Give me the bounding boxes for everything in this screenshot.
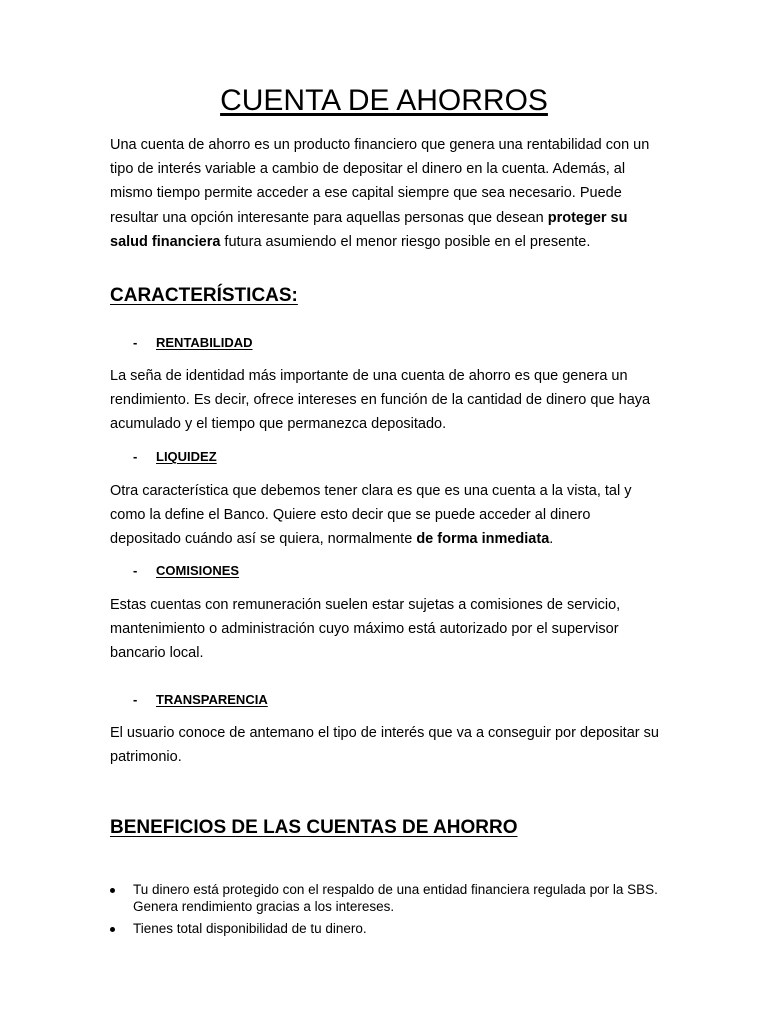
item-text-liquidez [110, 479, 662, 552]
item-label: LIQUIDEZ [156, 449, 217, 464]
item-label: COMISIONES [156, 563, 240, 578]
item-heading-rentabilidad [133, 335, 253, 350]
liquidez-text-a: Otra característica que debemos tener clara es que es una cuenta a la vista, tal y como la define el Banco. Quiere esto decir que se puede acceder al dinero depositado cuándo así se quiera, normalmente [110, 483, 632, 548]
bullet-text: Tu dinero está protegido con el respaldo de una entidad financiera regulada por la SBS. Genera rendimiento gracias a los intereses. [133, 882, 658, 914]
list-item [110, 882, 670, 915]
page-title: CUENTA DE AHORROS [220, 84, 548, 117]
liquidez-bold-text: de forma inmediata [416, 531, 550, 548]
item-text-transparencia: El usuario conoce de antemano el tipo de interés que va a conseguir por depositar su patrimonio. [110, 725, 659, 766]
dash-marker: - [133, 692, 138, 707]
benefits-heading: BENEFICIOS DE LAS CUENTAS DE AHORRO [110, 817, 518, 838]
liquidez-text-b: . [549, 531, 554, 548]
item-heading-transparencia [133, 692, 268, 707]
intro-text-a: Una cuenta de ahorro es un producto financiero que genera una rentabilidad con un tipo de interés variable a cambio de depositar el dinero en la cuenta. Además, al mismo tiempo permite acceder a ese capital siempre que sea necesario. Puede resultar una opción interesante para aquellas personas que desean [110, 137, 650, 226]
intro-text-b: futura asumiendo el menor riesgo posible en el presente. [220, 233, 591, 250]
item-text-rentabilidad: La seña de identidad más importante de una cuenta de ahorro es que genera un rendimiento. Es decir, ofrece intereses en función de la cantidad de dinero que haya acumulado y el tiempo que permanezca depositado. [110, 368, 651, 433]
dash-marker: - [133, 335, 138, 350]
intro-paragraph [110, 133, 662, 254]
dash-marker: - [133, 449, 138, 464]
list-item [110, 921, 670, 938]
item-text-comisiones: Estas cuentas con remuneración suelen estar sujetas a comisiones de servicio, mantenimiento o administración cuyo máximo está autorizado por el supervisor bancario local. [110, 597, 621, 662]
bullet-dot-icon [110, 927, 115, 932]
item-heading-liquidez [133, 449, 217, 464]
item-label: TRANSPARENCIA [156, 692, 268, 707]
item-heading-comisiones [133, 563, 239, 578]
dash-marker: - [133, 563, 138, 578]
benefits-list [110, 882, 670, 944]
bullet-text: Tienes total disponibilidad de tu dinero. [133, 921, 367, 936]
bullet-dot-icon [110, 888, 115, 893]
characteristics-heading: CARACTERÍSTICAS: [110, 285, 298, 306]
intro-bold-text: proteger su salud financiera [110, 209, 628, 250]
item-label: RENTABILIDAD [156, 335, 253, 350]
